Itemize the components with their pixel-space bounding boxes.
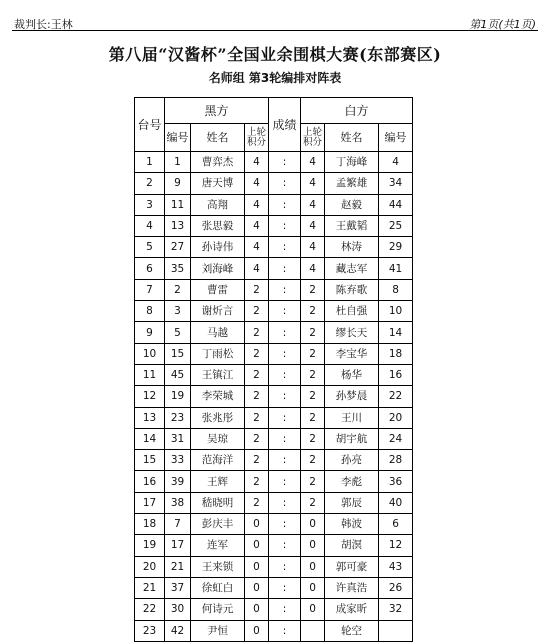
table-row bbox=[135, 322, 413, 343]
black-name-cell: 曹弈杰 bbox=[191, 152, 245, 173]
white-name-cell: 成家昕 bbox=[325, 599, 379, 620]
table-row bbox=[135, 343, 413, 364]
white-score-cell: 4 bbox=[301, 152, 325, 173]
header-white: 白方 bbox=[301, 98, 413, 124]
result-cell: : bbox=[269, 215, 301, 236]
result-cell: : bbox=[269, 407, 301, 428]
pairing-table bbox=[134, 97, 413, 642]
white-number-cell: 34 bbox=[379, 173, 413, 194]
result-cell: : bbox=[269, 386, 301, 407]
white-score-cell: 2 bbox=[301, 471, 325, 492]
table-row bbox=[135, 428, 413, 449]
table-row bbox=[135, 535, 413, 556]
table-row bbox=[135, 301, 413, 322]
white-score-cell: 2 bbox=[301, 343, 325, 364]
board-number-cell: 11 bbox=[135, 364, 165, 385]
black-name-cell: 张兆彤 bbox=[191, 407, 245, 428]
black-name-cell: 丁雨松 bbox=[191, 343, 245, 364]
white-number-cell: 36 bbox=[379, 471, 413, 492]
white-name-cell: 胡宇航 bbox=[325, 428, 379, 449]
board-number-cell: 18 bbox=[135, 514, 165, 535]
black-number-cell: 2 bbox=[165, 279, 191, 300]
header-white-name: 姓名 bbox=[325, 124, 379, 152]
black-name-cell: 连军 bbox=[191, 535, 245, 556]
black-number-cell: 30 bbox=[165, 599, 191, 620]
black-number-cell: 9 bbox=[165, 173, 191, 194]
table-row bbox=[135, 471, 413, 492]
table-row bbox=[135, 386, 413, 407]
black-name-cell: 孙诗伟 bbox=[191, 237, 245, 258]
black-number-cell: 19 bbox=[165, 386, 191, 407]
black-name-cell: 李荣城 bbox=[191, 386, 245, 407]
table-row bbox=[135, 279, 413, 300]
table-row bbox=[135, 492, 413, 513]
white-number-cell: 29 bbox=[379, 237, 413, 258]
table-row bbox=[135, 173, 413, 194]
black-score-cell: 4 bbox=[245, 215, 269, 236]
result-cell: : bbox=[269, 428, 301, 449]
white-number-cell: 40 bbox=[379, 492, 413, 513]
white-score-cell: 2 bbox=[301, 450, 325, 471]
black-score-cell: 2 bbox=[245, 301, 269, 322]
black-score-cell: 2 bbox=[245, 386, 269, 407]
black-number-cell: 45 bbox=[165, 364, 191, 385]
white-number-cell: 24 bbox=[379, 428, 413, 449]
result-cell: : bbox=[269, 237, 301, 258]
board-number-cell: 21 bbox=[135, 577, 165, 598]
white-name-cell: 许真浩 bbox=[325, 577, 379, 598]
white-number-cell: 32 bbox=[379, 599, 413, 620]
result-cell: : bbox=[269, 343, 301, 364]
white-name-cell: 孙梦晨 bbox=[325, 386, 379, 407]
black-score-cell: 4 bbox=[245, 152, 269, 173]
black-number-cell: 17 bbox=[165, 535, 191, 556]
white-score-cell: 4 bbox=[301, 258, 325, 279]
board-number-cell: 3 bbox=[135, 194, 165, 215]
board-number-cell: 16 bbox=[135, 471, 165, 492]
result-cell: : bbox=[269, 471, 301, 492]
white-name-cell: 李彪 bbox=[325, 471, 379, 492]
black-score-cell: 2 bbox=[245, 364, 269, 385]
header-white-number: 编号 bbox=[379, 124, 413, 152]
white-score-cell: 0 bbox=[301, 577, 325, 598]
table-row bbox=[135, 194, 413, 215]
black-number-cell: 27 bbox=[165, 237, 191, 258]
white-name-cell: 胡溟 bbox=[325, 535, 379, 556]
black-name-cell: 谢炘言 bbox=[191, 301, 245, 322]
board-number-cell: 12 bbox=[135, 386, 165, 407]
black-number-cell: 13 bbox=[165, 215, 191, 236]
result-cell: : bbox=[269, 194, 301, 215]
board-number-cell: 13 bbox=[135, 407, 165, 428]
black-score-cell: 2 bbox=[245, 322, 269, 343]
result-cell: : bbox=[269, 279, 301, 300]
header-white-score: 上轮积分 bbox=[301, 124, 325, 152]
white-name-cell: 王川 bbox=[325, 407, 379, 428]
white-score-cell bbox=[301, 620, 325, 641]
table-row bbox=[135, 407, 413, 428]
white-name-cell: 缪长天 bbox=[325, 322, 379, 343]
black-name-cell: 王来锁 bbox=[191, 556, 245, 577]
black-score-cell: 2 bbox=[245, 492, 269, 513]
black-name-cell: 彭庆丰 bbox=[191, 514, 245, 535]
white-number-cell: 16 bbox=[379, 364, 413, 385]
result-cell: : bbox=[269, 450, 301, 471]
page-number: 第1页(共1页) bbox=[469, 18, 536, 31]
black-name-cell: 马越 bbox=[191, 322, 245, 343]
white-score-cell: 0 bbox=[301, 599, 325, 620]
board-number-cell: 2 bbox=[135, 173, 165, 194]
white-score-cell: 0 bbox=[301, 535, 325, 556]
black-score-cell: 4 bbox=[245, 237, 269, 258]
white-name-cell: 林涛 bbox=[325, 237, 379, 258]
white-name-cell: 丁海峰 bbox=[325, 152, 379, 173]
white-score-cell: 2 bbox=[301, 322, 325, 343]
white-name-cell: 赵毅 bbox=[325, 194, 379, 215]
board-number-cell: 15 bbox=[135, 450, 165, 471]
black-score-cell: 2 bbox=[245, 279, 269, 300]
white-name-cell: 陈弃歌 bbox=[325, 279, 379, 300]
board-number-cell: 1 bbox=[135, 152, 165, 173]
black-name-cell: 王镇江 bbox=[191, 364, 245, 385]
white-score-cell: 2 bbox=[301, 492, 325, 513]
header-result: 成绩 bbox=[269, 98, 301, 152]
black-name-cell: 徐虹白 bbox=[191, 577, 245, 598]
white-name-cell: 韩波 bbox=[325, 514, 379, 535]
black-number-cell: 42 bbox=[165, 620, 191, 641]
black-number-cell: 38 bbox=[165, 492, 191, 513]
white-number-cell: 4 bbox=[379, 152, 413, 173]
white-number-cell: 28 bbox=[379, 450, 413, 471]
header-board: 台号 bbox=[135, 98, 165, 152]
black-number-cell: 3 bbox=[165, 301, 191, 322]
white-number-cell: 14 bbox=[379, 322, 413, 343]
white-name-cell: 王戴韬 bbox=[325, 215, 379, 236]
black-number-cell: 39 bbox=[165, 471, 191, 492]
round-subtitle: 名师组 第3轮编排对阵表 bbox=[208, 71, 342, 85]
board-number-cell: 4 bbox=[135, 215, 165, 236]
result-cell: : bbox=[269, 535, 301, 556]
white-number-cell: 12 bbox=[379, 535, 413, 556]
white-name-cell: 孟繁雄 bbox=[325, 173, 379, 194]
board-number-cell: 10 bbox=[135, 343, 165, 364]
white-name-cell: 藏志军 bbox=[325, 258, 379, 279]
white-score-cell: 4 bbox=[301, 237, 325, 258]
black-score-cell: 0 bbox=[245, 514, 269, 535]
black-number-cell: 35 bbox=[165, 258, 191, 279]
result-cell: : bbox=[269, 173, 301, 194]
document-header bbox=[12, 0, 538, 31]
result-cell: : bbox=[269, 322, 301, 343]
black-score-cell: 2 bbox=[245, 407, 269, 428]
table-row bbox=[135, 577, 413, 598]
result-cell: : bbox=[269, 152, 301, 173]
white-score-cell: 4 bbox=[301, 215, 325, 236]
white-score-cell: 2 bbox=[301, 428, 325, 449]
white-score-cell: 4 bbox=[301, 194, 325, 215]
board-number-cell: 22 bbox=[135, 599, 165, 620]
black-number-cell: 1 bbox=[165, 152, 191, 173]
black-number-cell: 5 bbox=[165, 322, 191, 343]
board-number-cell: 9 bbox=[135, 322, 165, 343]
referee-label: 裁判长:王林 bbox=[14, 18, 73, 31]
black-name-cell: 曹雷 bbox=[191, 279, 245, 300]
result-cell: : bbox=[269, 556, 301, 577]
table-row bbox=[135, 215, 413, 236]
board-number-cell: 19 bbox=[135, 535, 165, 556]
result-cell: : bbox=[269, 492, 301, 513]
result-cell: : bbox=[269, 577, 301, 598]
tournament-title: 第八届“汉酱杯”全国业余围棋大赛(东部赛区) bbox=[108, 45, 442, 64]
table-row bbox=[135, 152, 413, 173]
black-number-cell: 7 bbox=[165, 514, 191, 535]
result-cell: : bbox=[269, 514, 301, 535]
black-score-cell: 2 bbox=[245, 471, 269, 492]
white-score-cell: 2 bbox=[301, 386, 325, 407]
white-name-cell: 郭可豪 bbox=[325, 556, 379, 577]
table-row bbox=[135, 514, 413, 535]
black-number-cell: 33 bbox=[165, 450, 191, 471]
black-name-cell: 刘海峰 bbox=[191, 258, 245, 279]
board-number-cell: 6 bbox=[135, 258, 165, 279]
black-score-cell: 4 bbox=[245, 194, 269, 215]
black-name-cell: 尹恒 bbox=[191, 620, 245, 641]
white-score-cell: 0 bbox=[301, 514, 325, 535]
white-number-cell: 41 bbox=[379, 258, 413, 279]
white-number-cell: 20 bbox=[379, 407, 413, 428]
white-number-cell: 25 bbox=[379, 215, 413, 236]
black-name-cell: 张思毅 bbox=[191, 215, 245, 236]
header-black-score: 上轮积分 bbox=[245, 124, 269, 152]
table-row bbox=[135, 599, 413, 620]
result-cell: : bbox=[269, 599, 301, 620]
header-black: 黑方 bbox=[165, 98, 269, 124]
black-number-cell: 11 bbox=[165, 194, 191, 215]
white-name-cell: 轮空 bbox=[325, 620, 379, 641]
black-score-cell: 0 bbox=[245, 620, 269, 641]
black-number-cell: 21 bbox=[165, 556, 191, 577]
board-number-cell: 14 bbox=[135, 428, 165, 449]
white-number-cell: 44 bbox=[379, 194, 413, 215]
white-number-cell: 10 bbox=[379, 301, 413, 322]
board-number-cell: 17 bbox=[135, 492, 165, 513]
black-name-cell: 范海洋 bbox=[191, 450, 245, 471]
black-score-cell: 0 bbox=[245, 599, 269, 620]
black-score-cell: 0 bbox=[245, 577, 269, 598]
black-name-cell: 唐天博 bbox=[191, 173, 245, 194]
black-number-cell: 23 bbox=[165, 407, 191, 428]
black-name-cell: 高翔 bbox=[191, 194, 245, 215]
black-number-cell: 37 bbox=[165, 577, 191, 598]
white-name-cell: 李宝华 bbox=[325, 343, 379, 364]
black-name-cell: 王辉 bbox=[191, 471, 245, 492]
table-row bbox=[135, 556, 413, 577]
white-score-cell: 0 bbox=[301, 556, 325, 577]
table-row bbox=[135, 237, 413, 258]
black-score-cell: 2 bbox=[245, 450, 269, 471]
board-number-cell: 23 bbox=[135, 620, 165, 641]
black-score-cell: 2 bbox=[245, 428, 269, 449]
result-cell: : bbox=[269, 364, 301, 385]
black-number-cell: 15 bbox=[165, 343, 191, 364]
black-score-cell: 4 bbox=[245, 258, 269, 279]
black-name-cell: 何诗元 bbox=[191, 599, 245, 620]
result-cell: : bbox=[269, 620, 301, 641]
black-name-cell: 吴琼 bbox=[191, 428, 245, 449]
result-cell: : bbox=[269, 301, 301, 322]
white-name-cell: 郭辰 bbox=[325, 492, 379, 513]
black-number-cell: 31 bbox=[165, 428, 191, 449]
white-number-cell: 22 bbox=[379, 386, 413, 407]
table-row bbox=[135, 258, 413, 279]
board-number-cell: 7 bbox=[135, 279, 165, 300]
header-black-number: 编号 bbox=[165, 124, 191, 152]
black-score-cell: 0 bbox=[245, 535, 269, 556]
white-number-cell: 43 bbox=[379, 556, 413, 577]
table-row bbox=[135, 450, 413, 471]
table-row bbox=[135, 364, 413, 385]
black-score-cell: 0 bbox=[245, 556, 269, 577]
white-score-cell: 2 bbox=[301, 301, 325, 322]
white-name-cell: 孙亮 bbox=[325, 450, 379, 471]
white-score-cell: 2 bbox=[301, 407, 325, 428]
white-number-cell: 8 bbox=[379, 279, 413, 300]
white-number-cell bbox=[379, 620, 413, 641]
white-number-cell: 6 bbox=[379, 514, 413, 535]
board-number-cell: 20 bbox=[135, 556, 165, 577]
white-score-cell: 2 bbox=[301, 279, 325, 300]
white-name-cell: 杜自强 bbox=[325, 301, 379, 322]
white-score-cell: 2 bbox=[301, 364, 325, 385]
black-name-cell: 嵇晓明 bbox=[191, 492, 245, 513]
pairing-rows bbox=[135, 152, 413, 642]
white-name-cell: 杨华 bbox=[325, 364, 379, 385]
header-black-name: 姓名 bbox=[191, 124, 245, 152]
white-number-cell: 18 bbox=[379, 343, 413, 364]
board-number-cell: 8 bbox=[135, 301, 165, 322]
black-score-cell: 4 bbox=[245, 173, 269, 194]
black-score-cell: 2 bbox=[245, 343, 269, 364]
table-row bbox=[135, 620, 413, 641]
white-number-cell: 26 bbox=[379, 577, 413, 598]
board-number-cell: 5 bbox=[135, 237, 165, 258]
white-score-cell: 4 bbox=[301, 173, 325, 194]
result-cell: : bbox=[269, 258, 301, 279]
